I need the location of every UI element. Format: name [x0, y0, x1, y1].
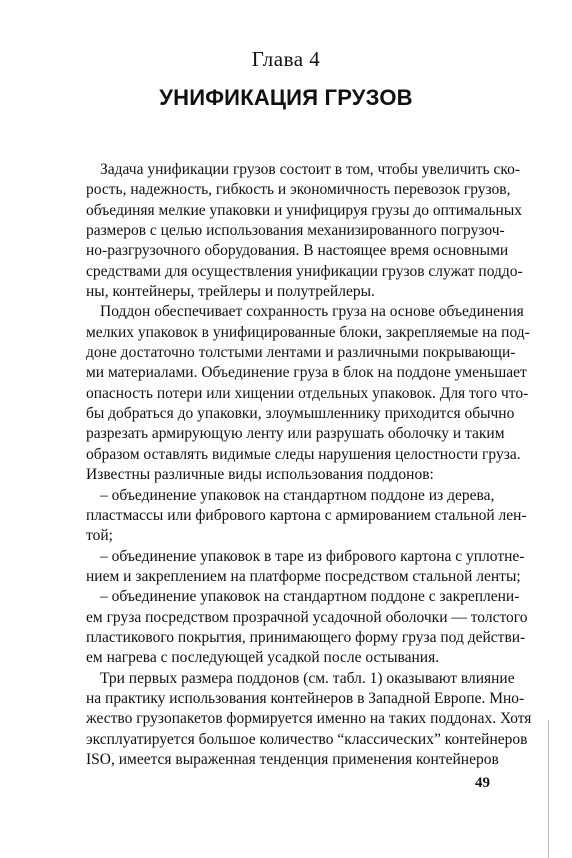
- text-line: ем нагрева с последующей усадкой после остывания.: [86, 649, 440, 667]
- text-line: на практику использования контейнеров в Западной Европе. Мно-: [86, 689, 525, 707]
- text-line: Три первых размера поддонов (см. табл. 1) оказывают влияние: [100, 669, 515, 687]
- text-line: рость, надежность, гибкость и экономичность перевозок грузов,: [86, 181, 511, 199]
- text-line: разрезать армирующую ленту или разрушать оболочку и таким: [86, 425, 505, 443]
- text-line: мелких упаковок в унифицированные блоки, закрепляемые на под-: [86, 323, 530, 341]
- text-line: средствами для осуществления унификации грузов служат поддо-: [86, 262, 523, 280]
- text-line: но-разгрузочного оборудования. В настоящее время основными: [86, 242, 509, 260]
- text-line: ны, контейнеры, трейлеры и полутрейлеры.: [86, 283, 375, 301]
- text-line: ISO, имеется выраженная тенденция применения контейнеров: [86, 750, 499, 768]
- text-line: ем груза посредством прозрачной усадочной оболочки — толстого: [86, 608, 528, 626]
- text-line: нием и закреплением на платформе посредством стальной ленты;: [86, 567, 521, 585]
- text-line: пластмассы или фибрового картона с армированием стальной лен-: [86, 506, 527, 524]
- text-line: объединяя мелкие упаковки и унифицируя грузы до оптимальных: [86, 201, 523, 219]
- chapter-label: Глава 4: [251, 47, 321, 71]
- page-number: 49: [475, 775, 490, 791]
- text-line: эксплуатируется большое количество “классических” контейнеров: [86, 730, 528, 748]
- chapter-title: УНИФИКАЦИЯ ГРУЗОВ: [159, 85, 413, 110]
- text-line: той;: [86, 527, 113, 545]
- text-line: размеров с целью использования механизированного погрузоч-: [86, 222, 505, 240]
- body-text: [86, 160, 532, 770]
- page-edge-line: [548, 720, 549, 858]
- text-line: жество грузопакетов формируется именно на таких поддонах. Хотя: [86, 710, 532, 728]
- text-line: Поддон обеспечивает сохранность груза на основе объединения: [100, 303, 524, 321]
- text-line: пластикового покрытия, принимающего форму груза под действи-: [86, 628, 526, 646]
- text-line: Задача унификации грузов состоит в том, чтобы увеличить ско-: [100, 161, 521, 178]
- text-line: – объединение упаковок в таре из фибрового картона с уплотне-: [100, 547, 525, 565]
- text-line: – объединение упаковок на стандартном поддоне из дерева,: [100, 486, 495, 504]
- text-line: опасность потери или хищении отдельных упаковок. Для того что-: [86, 384, 529, 402]
- text-line: бы добраться до упаковки, злоумышленнику приходится обычно: [86, 405, 515, 423]
- text-line: ми материалами. Объединение груза в блок на поддоне уменьшает: [86, 364, 527, 382]
- text-line: доне достаточно толстыми лентами и различными покрывающи-: [86, 344, 516, 362]
- text-line: образом оставлять видимые следы нарушения целостности груза.: [86, 445, 521, 463]
- text-line: Известны различные виды использования поддонов:: [86, 466, 434, 484]
- text-line: – объединение упаковок на стандартном поддоне с закреплени-: [100, 588, 520, 606]
